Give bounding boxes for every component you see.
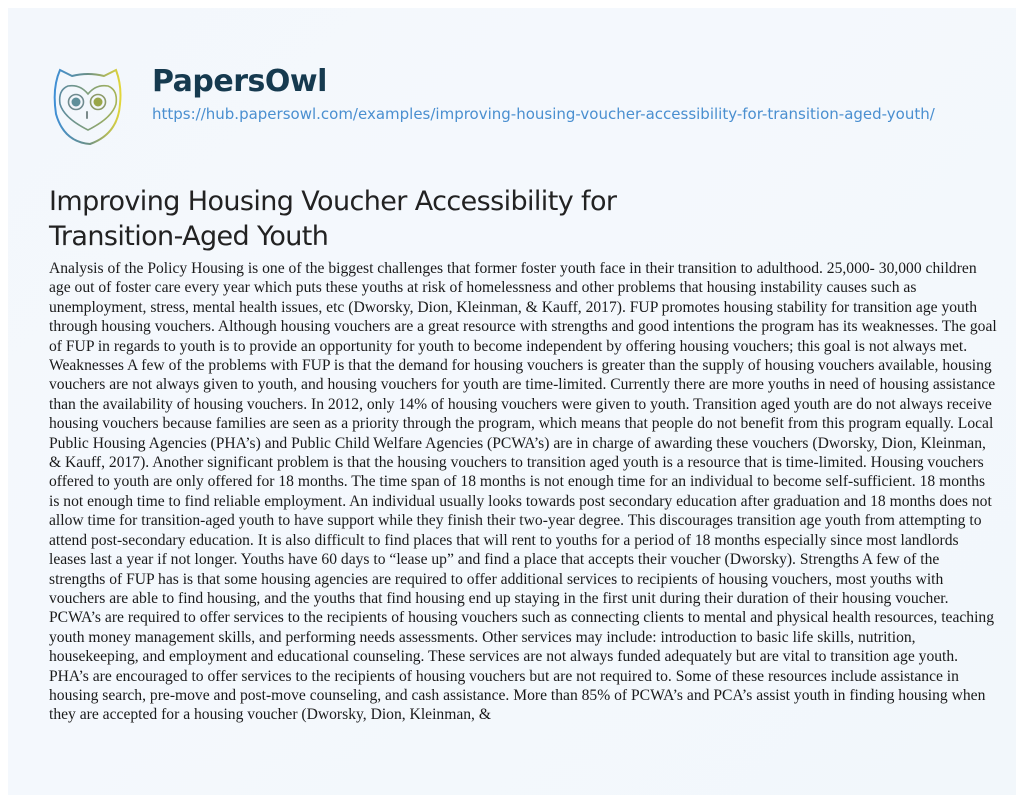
brand-name[interactable]: PapersOwl [152,64,327,99]
site-header [50,66,952,148]
page-title: Improving Housing Voucher Accessibility for Transition-Aged Youth [49,186,617,252]
source-url-link[interactable]: https://hub.papersowl.com/examples/improving-housing-voucher-accessibility-for-transition-aged-youth/ [152,105,935,123]
owl-logo-icon [50,66,126,148]
brand-block [152,66,952,126]
essay-body: Analysis of the Policy Housing is one of the biggest challenges that former foster youth face in their transition to adulthood. 25,000- 30,000 children age out of foster care every year which puts these youths at risk of homelessness and other problems that housing instability causes such as unemployment, stress, mental health issues, etc (Dworsky, Dion, Kleinman, & Kauff, 2017). FUP promotes housing stability for transition age youth through housing vouchers. Although housing vouchers are a great resource with strengths and good intentions the program has its weaknesses. The goal of FUP in regards to youth is to provide an opportunity for youth to become independent by offering housing vouchers; this goal is not always met. Weaknesses A few of the problems with FUP is that the demand for housing vouchers is greater than the supply of housing vouchers available, housing vouchers are not always given to youth, and housing vouchers for youth are time-limited. Currently there are more youths in need of housing assistance than the availability of housing vouchers. In 2012, only 14% of housing vouchers were given to youth. Transition aged youth are do not always receive housing vouchers because families are seen as a priority through the program, which means that people do not benefit from this program equally. Local Public Housing Agencies (PHA’s) and Public Child Welfare Agencies (PCWA’s) are in charge of awarding these vouchers (Dworsky, Dion, Kleinman, & Kauff, 2017). Another significant problem is that the housing vouchers to transition aged youth is a resource that is time-limited. Housing vouchers offered to youth are only offered for 18 months. The time span of 18 months is not enough time for an individual to become self-sufficient. 18 months is not enough time to find reliable employment. An individual usually looks towards post secondary education after graduation and 18 months does not allow time for transition-aged youth to have support while they finish their two-year degree. This discourages transition age youth from attempting to attend post-secondary education. It is also difficult to find places that will rent to youths for a period of 18 months especially since most landlords leases last a year if not longer. Youths have 60 days to “lease up” and find a place that accepts their voucher (Dworsky). Strengths A few of the strengths of FUP has is that some housing agencies are required to offer additional services to recipients of housing vouchers, most youths with vouchers are able to find housing, and the youths that find housing end up staying in the first unit during their duration of their housing voucher. PCWA’s are required to offer services to the recipients of housing vouchers such as connecting clients to mental and physical health resources, teaching youth money management skills, and performing needs assessments. Other services may include: introduction to basic life skills, nutrition, housekeeping, and employment and educational counseling. These services are not always funded adequately but are vital to transition age youth. PHA’s are encouraged to offer services to the recipients of housing vouchers but are not required to. Some of these resources include assistance in housing search, pre-move and post-move counseling, and cash assistance. More than 85% of PCWA’s and PCA’s assist youth in finding housing when they are accepted for a housing voucher (Dworsky, Dion, Kleinman, & [49,260,997,724]
